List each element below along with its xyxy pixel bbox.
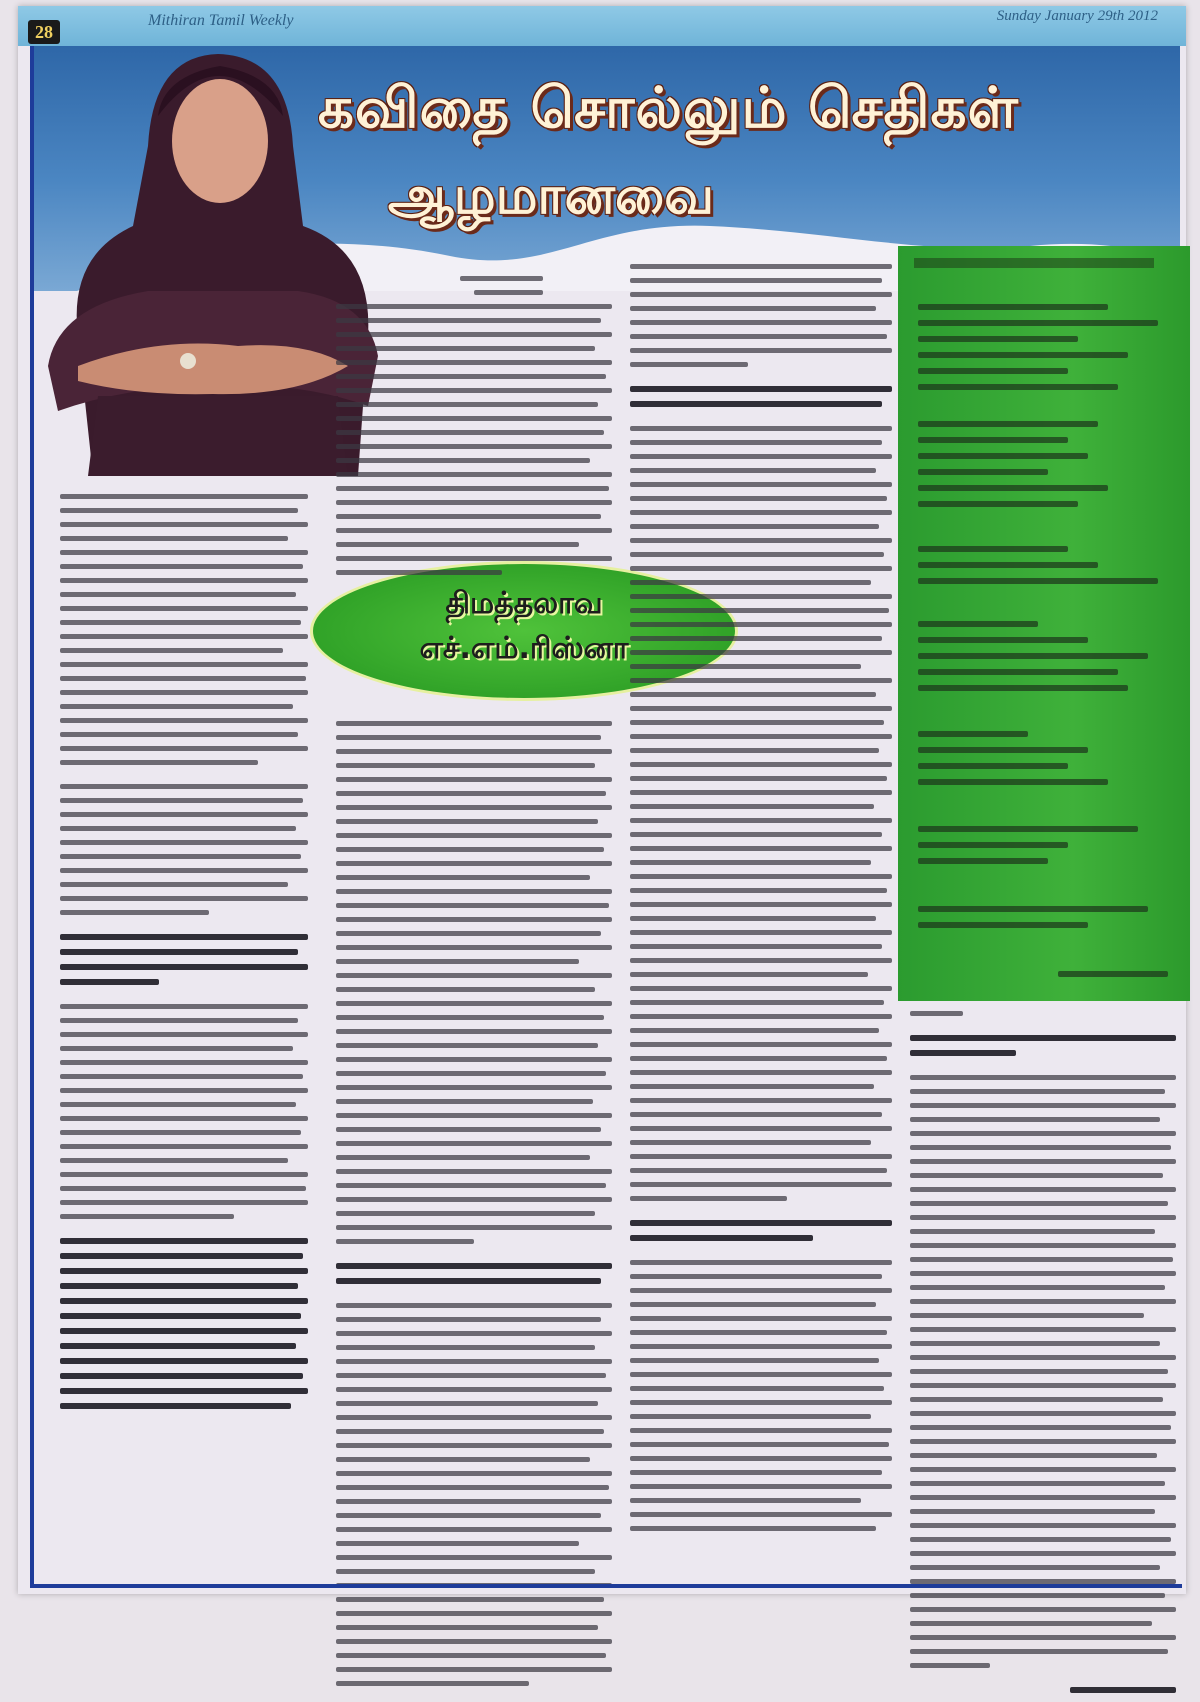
text-column-1 (60, 494, 308, 1418)
author-place: திமத்தலாவ (445, 586, 603, 621)
text-column-2 (336, 276, 612, 584)
paper-name: Mithiran Tamil Weekly (148, 12, 294, 29)
page-border-left (30, 46, 34, 1588)
text-column-2-lower (336, 721, 612, 1695)
text-column-3 (630, 264, 892, 1540)
headline-line-2: ஆழமானவை (388, 166, 715, 226)
author-name: எச்.எம்.ரிஸ்னா (419, 631, 629, 666)
newspaper-page (18, 6, 1186, 1594)
sidebar-heading (914, 258, 1154, 268)
sidebar-poem-box (898, 246, 1190, 1001)
headline-line-1: கவிதை சொல்லும் செதிகள் (318, 76, 1019, 141)
text-column-4 (910, 1011, 1176, 1702)
page-border-bottom (30, 1584, 1182, 1588)
page-number: 28 (28, 20, 60, 44)
issue-date: Sunday January 29th 2012 (996, 8, 1158, 24)
